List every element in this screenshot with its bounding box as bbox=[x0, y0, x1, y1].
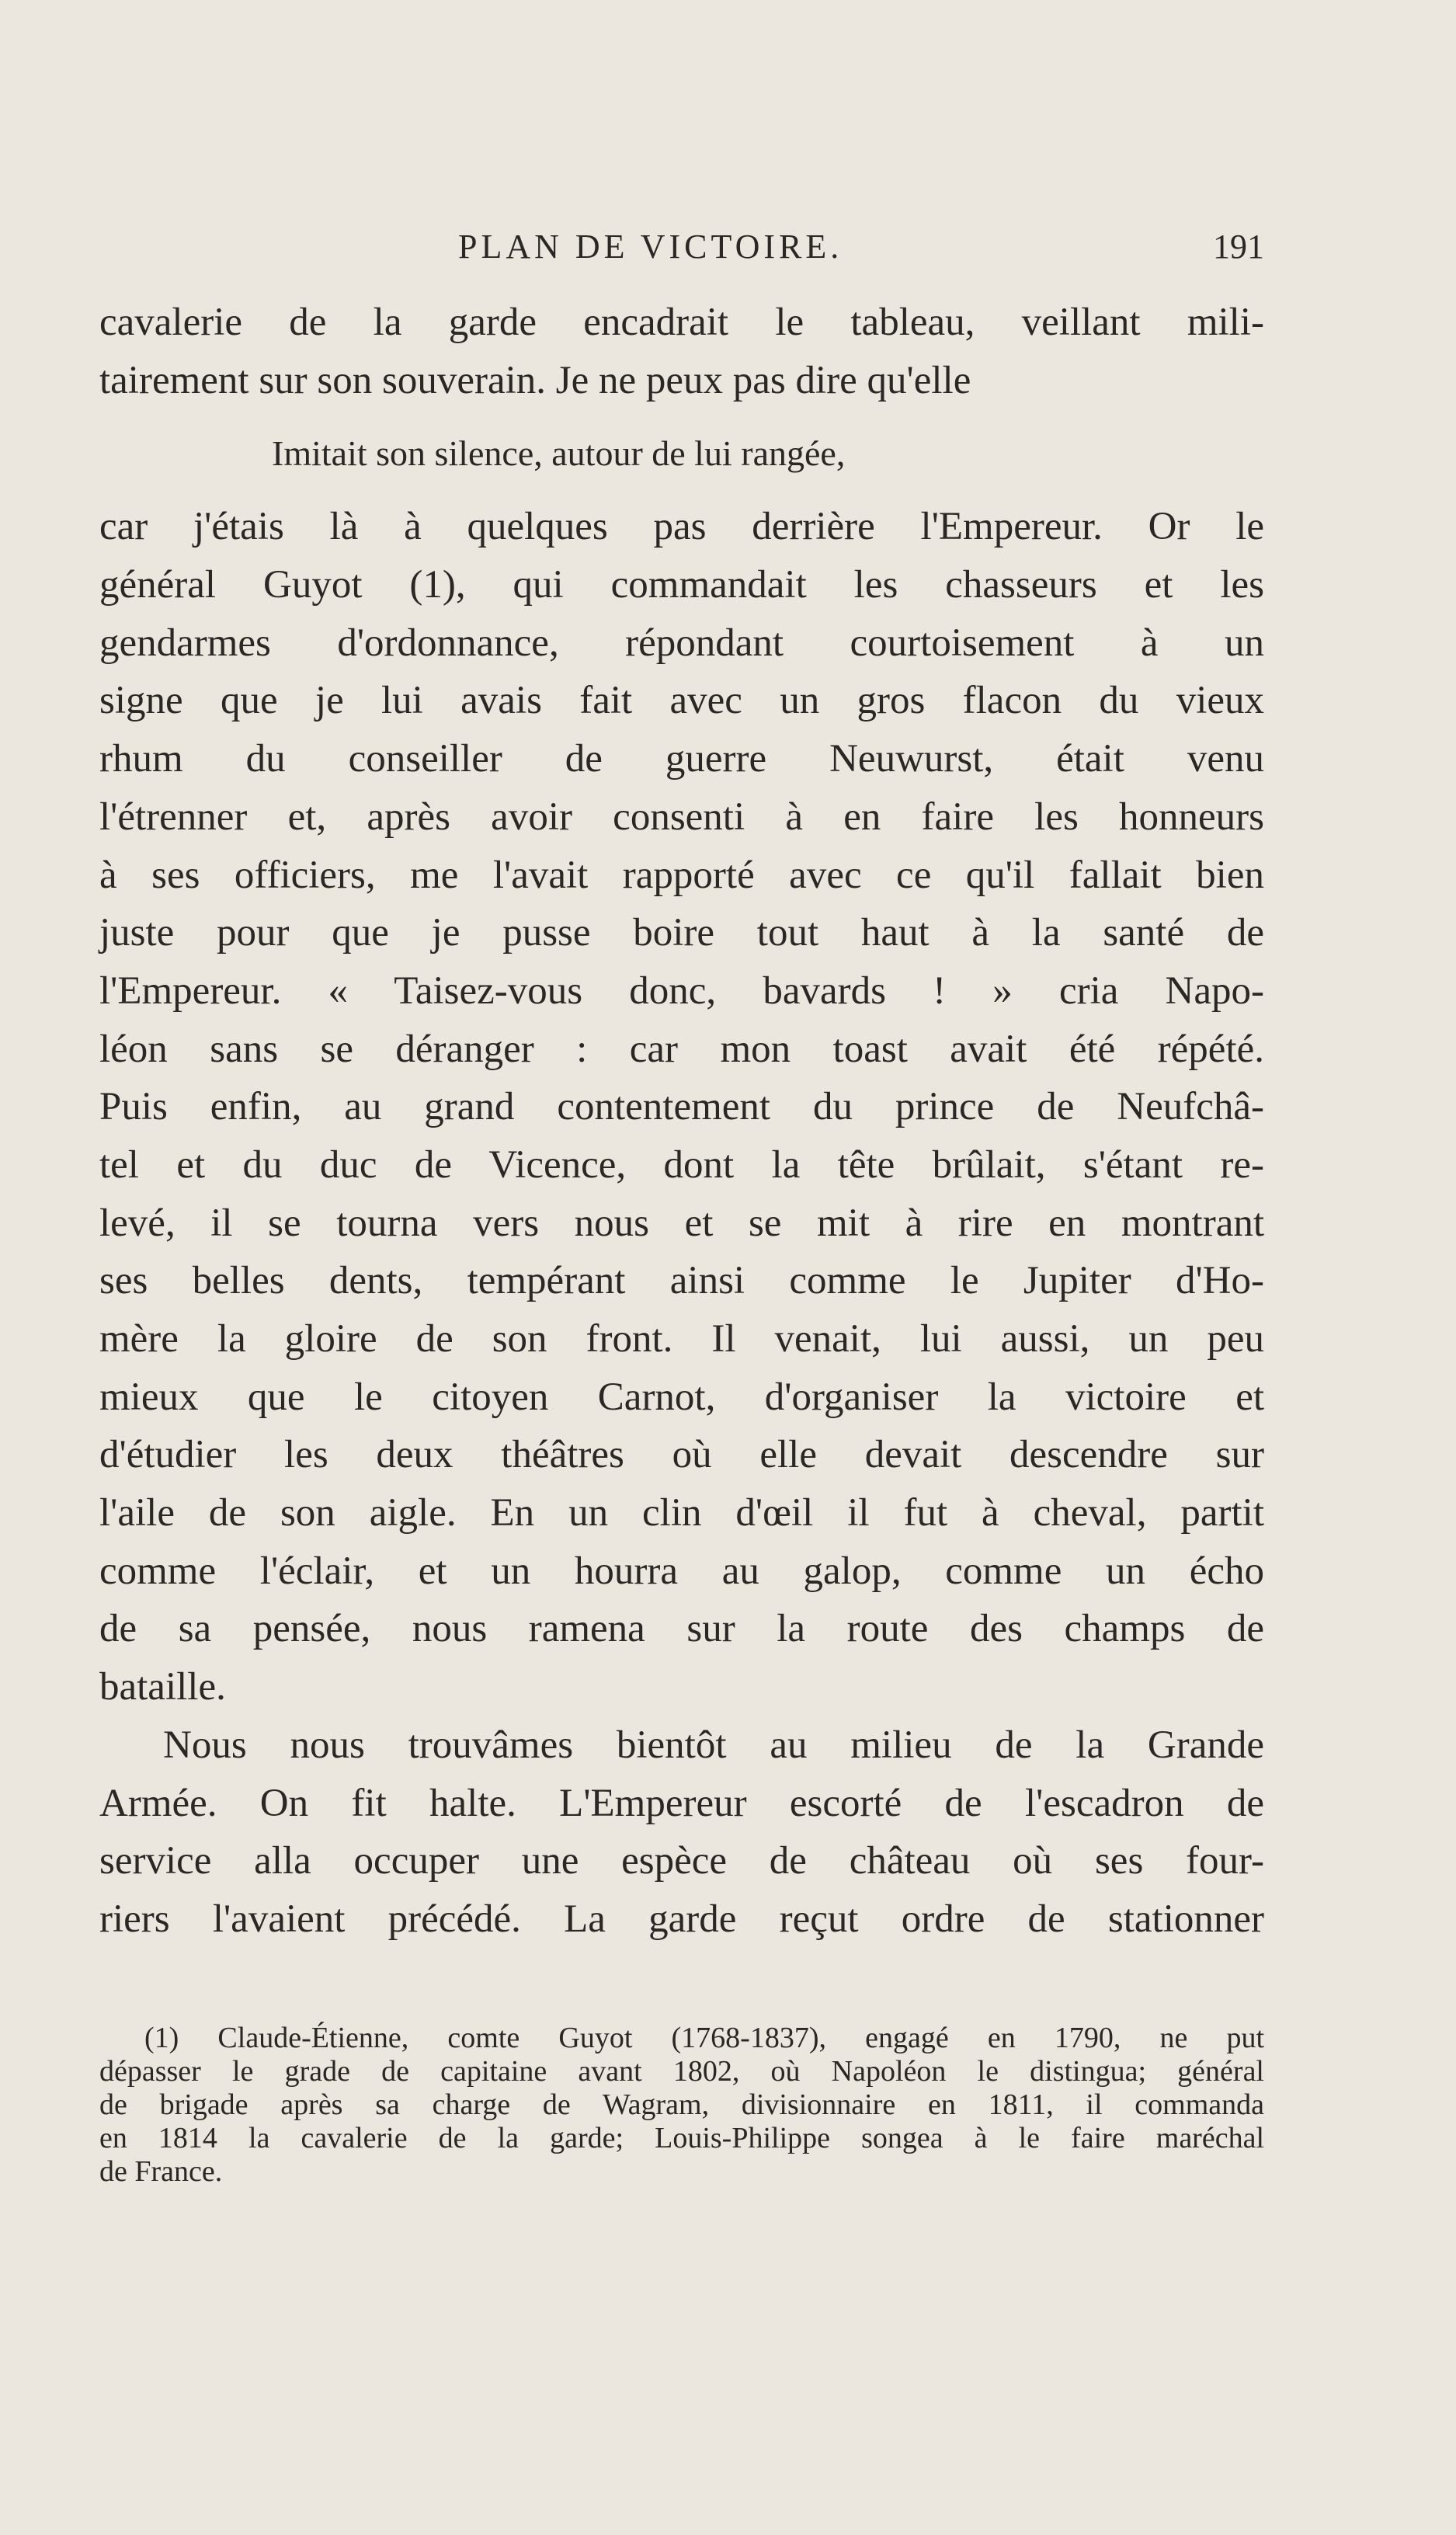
text-line: l'étrenner et, après avoir consenti à en faire les honneurs bbox=[99, 795, 1264, 839]
text-line: de sa pensée, nous ramena sur la route des champs de bbox=[99, 1607, 1264, 1651]
verse-quotation: Imitait son silence, autour de lui rangée, bbox=[272, 433, 846, 474]
text-line: gendarmes d'ordonnance, répondant courtoisement à un bbox=[99, 621, 1264, 665]
running-head: PLAN DE VICTOIRE. bbox=[458, 228, 843, 266]
text-line: général Guyot (1), qui commandait les chasseurs et les bbox=[99, 563, 1264, 607]
text-line: d'étudier les deux théâtres où elle devait descendre sur bbox=[99, 1433, 1264, 1477]
text-line: Armée. On fit halte. L'Empereur escorté de l'escadron de bbox=[99, 1781, 1264, 1825]
text-line: cavalerie de la garde encadrait le tableau, veillant mili- bbox=[99, 301, 1264, 344]
page-header bbox=[93, 224, 1264, 270]
text-line: tel et du duc de Vicence, dont la tête brûlait, s'étant re- bbox=[99, 1142, 1264, 1187]
page-number: 191 bbox=[1213, 228, 1264, 266]
footnote bbox=[99, 2022, 1264, 2189]
text-line: tairement sur son souverain. Je ne peux pas dire qu'elle bbox=[99, 358, 971, 402]
text-line: à ses officiers, me l'avait rapporté avec ce qu'il fallait bien bbox=[99, 853, 1264, 897]
footnote-line: de brigade après sa charge de Wagram, divisionnaire en 1811, il commanda bbox=[99, 2088, 1264, 2121]
text-line: rhum du conseiller de guerre Neuwurst, était venu bbox=[99, 737, 1264, 781]
text-line: bataille. bbox=[99, 1665, 226, 1709]
text-line: l'aile de son aigle. En un clin d'œil il fut à cheval, partit bbox=[99, 1491, 1264, 1535]
text-line: ses belles dents, tempérant ainsi comme le Jupiter d'Ho- bbox=[99, 1259, 1264, 1303]
footnote-line: en 1814 la cavalerie de la garde; Louis-Philippe songea à le faire maréchal bbox=[99, 2122, 1264, 2154]
text-line: léon sans se déranger : car mon toast avait été répété. bbox=[99, 1027, 1264, 1071]
footnote-line: dépasser le grade de capitaine avant 1802, où Napoléon le distingua; général bbox=[99, 2055, 1264, 2088]
text-line: car j'étais là à quelques pas derrière l'Empereur. Or le bbox=[99, 505, 1264, 549]
text-line: mère la gloire de son front. Il venait, lui aussi, un peu bbox=[99, 1317, 1264, 1361]
text-line: Puis enfin, au grand contentement du prince de Neufchâ- bbox=[99, 1085, 1264, 1129]
text-line: mieux que le citoyen Carnot, d'organiser la victoire et bbox=[99, 1375, 1264, 1419]
text-line: service alla occuper une espèce de château où ses four- bbox=[99, 1839, 1264, 1883]
text-line: levé, il se tourna vers nous et se mit à rire en montrant bbox=[99, 1201, 1264, 1245]
text-line: l'Empereur. « Taisez-vous donc, bavards ! » cria Napo- bbox=[99, 968, 1264, 1013]
text-line: Nous nous trouvâmes bientôt au milieu de la Grande bbox=[163, 1723, 1264, 1767]
body-text bbox=[99, 294, 1264, 1949]
text-line: signe que je lui avais fait avec un gros flacon du vieux bbox=[99, 679, 1264, 723]
footnote-line: (1) Claude-Étienne, comte Guyot (1768-1837), engagé en 1790, ne put bbox=[144, 2022, 1264, 2054]
text-line: riers l'avaient précédé. La garde reçut ordre de stationner bbox=[99, 1897, 1264, 1941]
footnote-line: de France. bbox=[99, 2155, 223, 2188]
text-line: comme l'éclair, et un hourra au galop, comme un écho bbox=[99, 1549, 1264, 1593]
text-line: juste pour que je pusse boire tout haut à la santé de bbox=[99, 911, 1264, 955]
